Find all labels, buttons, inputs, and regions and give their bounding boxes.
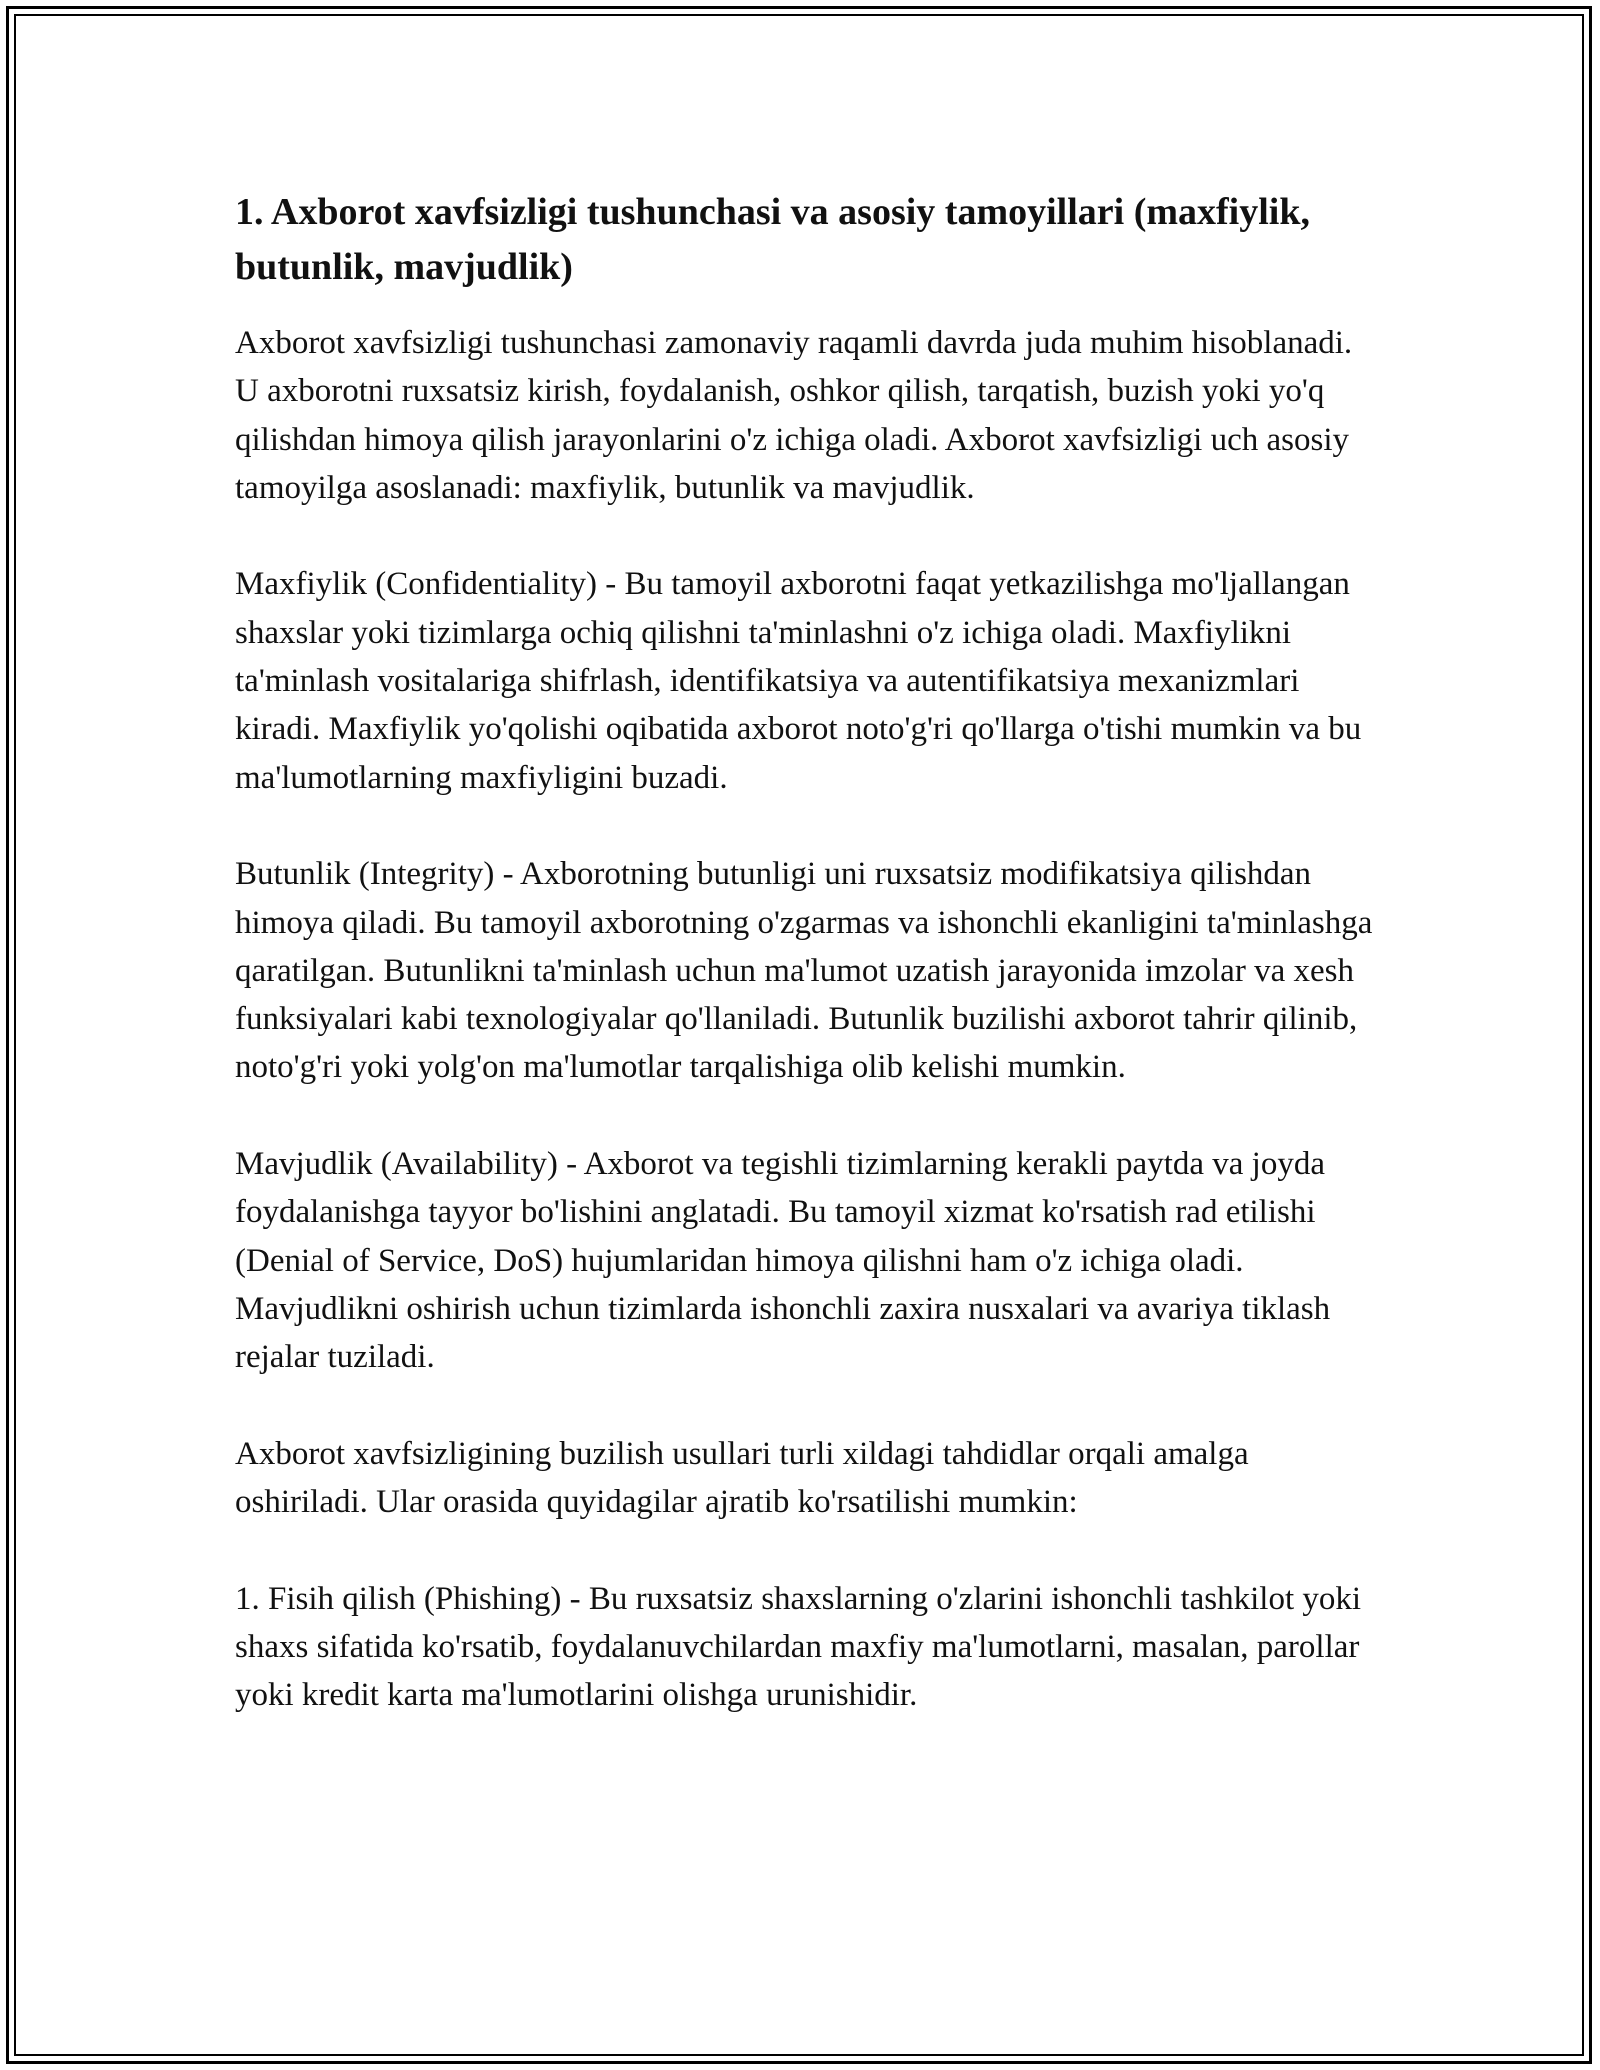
paragraph-phishing: 1. Fisih qilish (Phishing) - Bu ruxsatsiz shaxslarning o'zlarini ishonchli tashkilot yoki shaxs sifatida ko'rsatib, foydalanuvchilardan maxfiy ma'lumotlarni, masalan, parollar yoki kredit karta ma'lumotlarini olishga urunishidir. <box>235 1580 1362 1714</box>
document-body <box>235 185 1375 1720</box>
paragraph-intro: Axborot xavfsizligi tushunchasi zamonaviy raqamli davrda juda muhim hisoblanadi. U axborotni ruxsatsiz kirish, foydalanish, oshkor qilish, tarqatish, buzish yoki yo'q qilishdan himoya qilish jarayonlarini o'z ichiga oladi. Axborot xavfsizligi uch asosiy tamoyilga asoslanadi: maxfiylik, butunlik va mavjudlik. <box>235 325 1353 506</box>
paragraph-integrity: Butunlik (Integrity) - Axborotning butunligi uni ruxsatsiz modifikatsiya qilishdan himoya qiladi. Bu tamoyil axborotning o'zgarmas va ishonchli ekanligini ta'minlashga qaratilgan. Butunlikni ta'minlash uchun ma'lumot uzatish jarayonida imzolar va xesh funksiyalari kabi texnologiyalar qo'llaniladi. Butunlik buzilishi axborot tahrir qilinib, noto'g'ri yoki yolg'on ma'lumotlar tarqalishiga olib kelishi mumkin. <box>235 856 1373 1086</box>
paragraph-availability: Mavjudlik (Availability) - Axborot va tegishli tizimlarning kerakli paytda va joyda foydalanishga tayyor bo'lishini anglatadi. Bu tamoyil xizmat ko'rsatish rad etilishi (Denial of Service, DoS) hujumlaridan himoya qilishni ham o'z ichiga oladi. Mavjudlikni oshirish uchun tizimlarda ishonchli zaxira nusxalari va avariya tiklash rejalar tuziladi. <box>235 1146 1331 1376</box>
document-title: 1. Axborot xavfsizligi tushunchasi va asosiy tamoyillari (maxfiylik, butunlik, mavjudlik) <box>235 191 1310 288</box>
paragraph-threats: Axborot xavfsizligining buzilish usullari turli xildagi tahdidlar orqali amalga oshiriladi. Ular orasida quyidagilar ajratib ko'rsatilishi mumkin: <box>235 1435 1249 1521</box>
paragraph-confidentiality: Maxfiylik (Confidentiality) - Bu tamoyil axborotni faqat yetkazilishga mo'ljallangan shaxslar yoki tizimlarga ochiq qilishni ta'minlashni o'z ichiga oladi. Maxfiylikni ta'minlash vositalariga shifrlash, identifikatsiya va autentifikatsiya mexanizmlari kiradi. Maxfiylik yo'qolishi oqibatida axborot noto'g'ri qo'llarga o'tishi mumkin va bu ma'lumotlarning maxfiyligini buzadi. <box>235 566 1362 796</box>
